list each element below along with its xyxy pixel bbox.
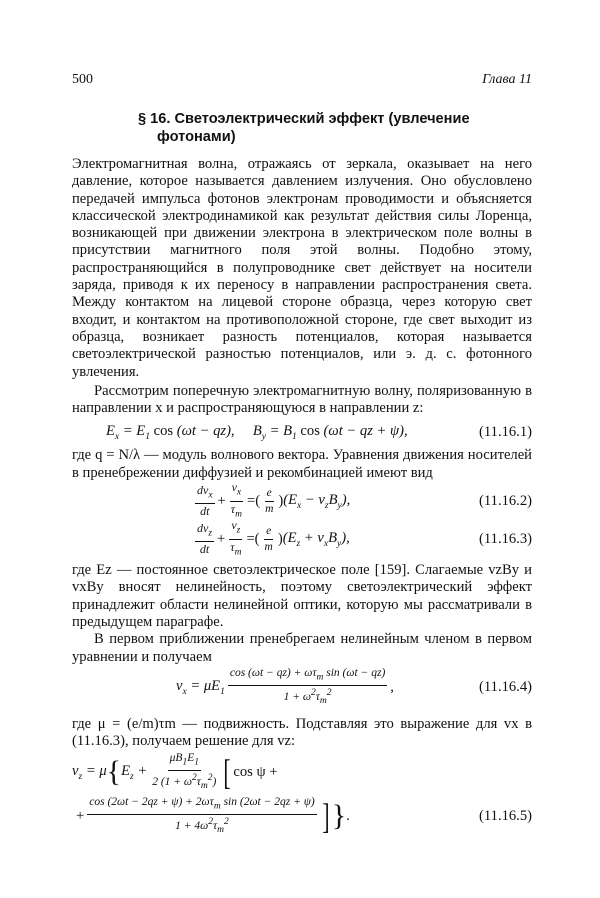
section-title-line2: фотонами) — [157, 129, 236, 145]
section-title-line1: § 16. Светоэлектрический эффект (увлечение — [138, 111, 470, 127]
page-header — [72, 72, 532, 94]
paragraph-mobility: где μ = (e/m)τm — подвижность. Подставляя это выражение для vx в (11.16.3), получаем решение для vz: — [72, 715, 532, 750]
paragraph-wave: Рассмотрим поперечную электромагнитную волну, поляризованную в направлении x и распространяющуюся в направлении z: — [72, 382, 532, 417]
equation-11-16-5-line1: $v_z = \mu$ { $E_z$ + $\frac{\mu B_1E_1}{2 (1 + \omega^2\tau_m^2)}$ [ cos ψ + — [72, 751, 278, 793]
paragraph-approx: В первом приближении пренебрегаем нелинейным членом в первом уравнении и получаем — [72, 631, 532, 665]
paragraph-motion: где q = N/λ — модуль волнового вектора. Уравнения движения носителей в пренебрежении диффузией и рекомбинацией имеют вид — [72, 447, 532, 481]
equation-number: (11.16.5) — [479, 807, 532, 824]
paragraph-intro: Электромагнитная волна, отражаясь от зеркала, оказывает на него давление, которое называется давлением излучения. Оно обусловлено передачей импульса фотонов электронам проводимости и объясняется классической электродинамикой как результат действия силы Лоренца, возникающей при движении электрона в электрическом поле волны в присутствии магнитного поля этой волны. Подобно этому, распространяющийся в полупроводнике свет действует на носители заряда, приводя к их переносу в направлении распространения света. Между контактом на лицевой стороне образца, через которую свет входит, и контактом на противоположной стороне, где свет выходит из образца, возникает разность потенциалов, которая называется светоэлектрической разностью потенциалов, или э. д. с. фотонного увлечения. — [72, 156, 532, 380]
equation-number: (11.16.3) — [479, 530, 532, 547]
equation-11-16-2: $\frac{dv_x}{dt}$ + $\frac{v_x}{\tau_m}$ = ( $\frac{e}{m}$ ) $(E_x - v_zB_y)$, (11.16.2) — [197, 480, 532, 519]
equation-11-16-5-line2: + $\frac{\cos (2\omega t - 2qz + \psi) + 2\omega\tau_m \sin (2\omega t - 2qz + \psi)}{1 + 4\omega^2\tau_m^2}$ ] } . (11.16.5) — [76, 795, 532, 837]
equation-11-16-1: $E_x = E_1$ cos (ωt − qz), $B_y = B_1$ cos (ωt − qz + ψ), (11.16.1) — [106, 423, 532, 442]
section-title — [72, 110, 532, 146]
chapter-label: Глава 11 — [482, 72, 532, 87]
page — [72, 72, 532, 838]
paragraph-nonlinear: где Ez — постоянное светоэлектрическое поле [159]. Слагаемые vzBy и vxBy вносят нелинейность, поэтому светоэлектрический эффект принадлежит области нелинейной оптики, которую мы рассматривали в предыдущем параграфе. — [72, 562, 532, 630]
equation-number: (11.16.1) — [479, 423, 532, 440]
equation-number: (11.16.2) — [479, 492, 532, 509]
equation-11-16-4: $v_x = \mu E_1$ $\frac{\cos (\omega t - qz) + \omega\tau_m \sin (\omega t - qz)}{1 + \omega^2\tau_m^2}$ , (11.16.4) — [176, 667, 532, 707]
equation-11-16-3: $\frac{dv_z}{dt}$ + $\frac{v_z}{\tau_m}$ = ( $\frac{e}{m}$ ) $(E_z + v_xB_y)$, (11.16.3) — [197, 518, 532, 557]
equation-number: (11.16.4) — [479, 679, 532, 696]
page-number: 500 — [72, 72, 93, 87]
